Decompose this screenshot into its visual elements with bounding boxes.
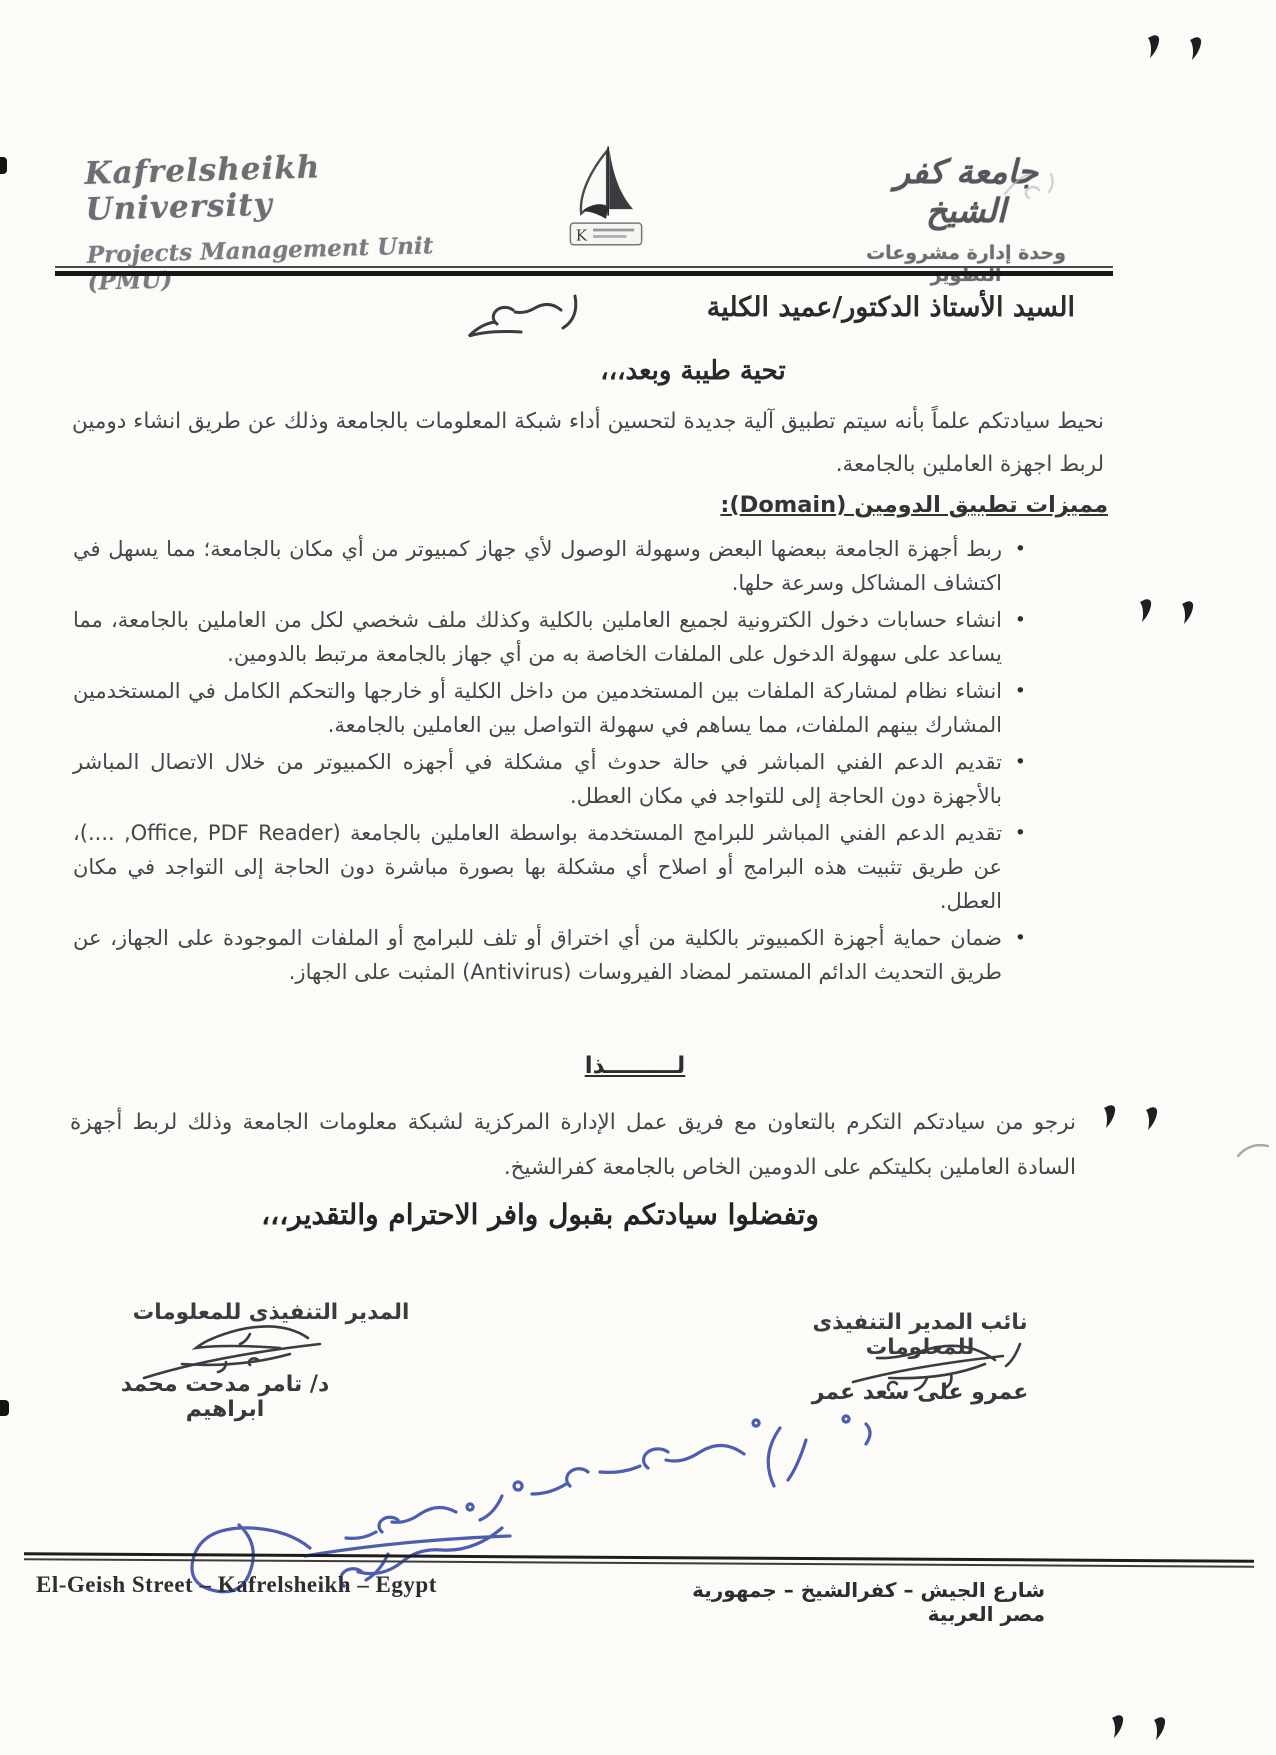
greeting-line: تحية طيبة وبعد،،،	[600, 356, 786, 386]
list-item	[73, 532, 1028, 600]
bullet-icon: •	[1014, 927, 1026, 949]
faint-pencil-mark	[1236, 1138, 1276, 1164]
bullet-text: انشاء نظام لمشاركة الملفات بين المستخدمين من داخل الكلية أو خارجها والتحكم الكامل في المستخدمين المشارك بينهم الملفات، مما يساهم في سهولة التواصل بين العاملين بالجامعة.	[73, 679, 1002, 737]
benefits-list	[73, 532, 1028, 992]
scan-edge-artifact	[0, 1400, 9, 1416]
bullet-icon: •	[1014, 680, 1026, 702]
closing-paragraph: نرجو من سيادتكم التكرم بالتعاون مع فريق عمل الإدارة المركزية لشبكة معلومات الجامعة وذلك لربط أجهزة السادة العاملين بكليتكم على الدومين الخاص بالجامعة كفرالشيخ.	[70, 1110, 1076, 1180]
handwritten-flourish-recipient	[455, 284, 585, 346]
bullet-icon: •	[1014, 609, 1026, 631]
list-item	[73, 745, 1028, 813]
section-title	[85, 492, 1108, 518]
unit-name-english: Projects Management Unit (PMU)	[86, 232, 434, 296]
footer-address-english: El-Geish Street – Kafrelsheikh – Egypt	[36, 1572, 437, 1597]
ink-mark-pair	[1138, 598, 1208, 628]
header-rule	[55, 266, 1113, 276]
university-name-arabic: جامعة كفر الشيخ	[894, 152, 1038, 230]
bullet-text: ضمان حماية أجهزة الكمبيوتر بالكلية من أي اختراق أو تلف للبرامج أو الملفات الموجودة على الجهاز، عن طريق التحديث الدائم المستمر لمضاد الفيروسات (Antivirus) المثبت على الجهاز.	[73, 926, 1002, 984]
bullet-text: تقديم الدعم الفني المباشر للبرامج المستخدمة بواسطة العاملين بالجامعة (Office, PDF Reader, ....)، عن طريق تثبيت هذه البرامج أو اصلاح أي مشكلة بها بصورة مباشرة دون الحاجة إلى التواجد في مكان العطل.	[73, 821, 1002, 913]
section-title-text: مميزات تطبيق الدومين (Domain):	[720, 492, 1108, 518]
signature-name-right: عمرو على سعد عمر	[811, 1380, 1029, 1405]
ink-mark-pair	[1146, 34, 1216, 64]
list-item	[73, 921, 1028, 989]
salutation-line: وتفضلوا سيادتكم بقبول وافر الاحترام والتقدير،،،	[261, 1198, 819, 1231]
therefore-line: لـــــــــذا	[584, 1053, 686, 1079]
bullet-text: ربط أجهزة الجامعة ببعضها البعض وسهولة الوصول لأي جهاز كمبيوتر من أي مكان بالجامعة؛ مما يسهل في اكتشاف المشاكل وسرعة حلها.	[73, 537, 1002, 595]
signature-title-right: نائب المدير التنفيذى للمعلومات	[812, 1310, 1028, 1360]
bullet-text: انشاء حسابات دخول الكترونية لجميع العاملين بالكلية وكذلك ملف شخصي لكل من العاملين بالجامعة، مما يساعد على سهولة الدخول على الملفات الخاصة به من أي جهاز بالجامعة مرتبط بالدومين.	[73, 608, 1002, 666]
faint-scan-ghost	[995, 160, 1065, 206]
list-item	[73, 603, 1028, 671]
university-name-english: Kafrelsheikh University	[84, 149, 321, 228]
ink-mark-pair	[1102, 1104, 1172, 1134]
list-item	[73, 674, 1028, 742]
bullet-icon: •	[1014, 822, 1026, 844]
university-logo	[552, 140, 660, 248]
intro-paragraph: نحيط سيادتكم علماً بأنه سيتم تطبيق آلية جديدة لتحسين أداء شبكة المعلومات بالجامعة وذلك عن طريق انشاء دومين لربط اجهزة العاملين بالجامعة.	[72, 409, 1104, 477]
scan-edge-artifact	[0, 157, 7, 174]
handwritten-note-blue	[0, 1400, 1276, 1700]
list-item	[73, 816, 1028, 918]
ink-mark-pair	[1110, 1714, 1180, 1744]
signature-title-left: المدير التنفيذى للمعلومات	[132, 1300, 410, 1325]
unit-name-arabic: وحدة إدارة مشروعات التطوير	[866, 242, 1066, 286]
footer-address-arabic: شارع الجيش – كفرالشيخ – جمهورية مصر العربية	[692, 1578, 1045, 1626]
signature-name-left: د/ تامر مدحت محمد ابراهيم	[120, 1372, 330, 1422]
bullet-icon: •	[1014, 751, 1026, 773]
bullet-text: تقديم الدعم الفني المباشر في حالة حدوث أي مشكلة في أجهزه الكمبيوتر من خلال الاتصال المباشر بالأجهزة دون الحاجة إلى للتواجد في مكان العطل.	[73, 750, 1002, 808]
bullet-icon: •	[1014, 538, 1026, 560]
logo-monogram: K	[575, 226, 588, 245]
recipient-line: السيد الأستاذ الدكتور/عميد الكلية	[706, 292, 1075, 323]
